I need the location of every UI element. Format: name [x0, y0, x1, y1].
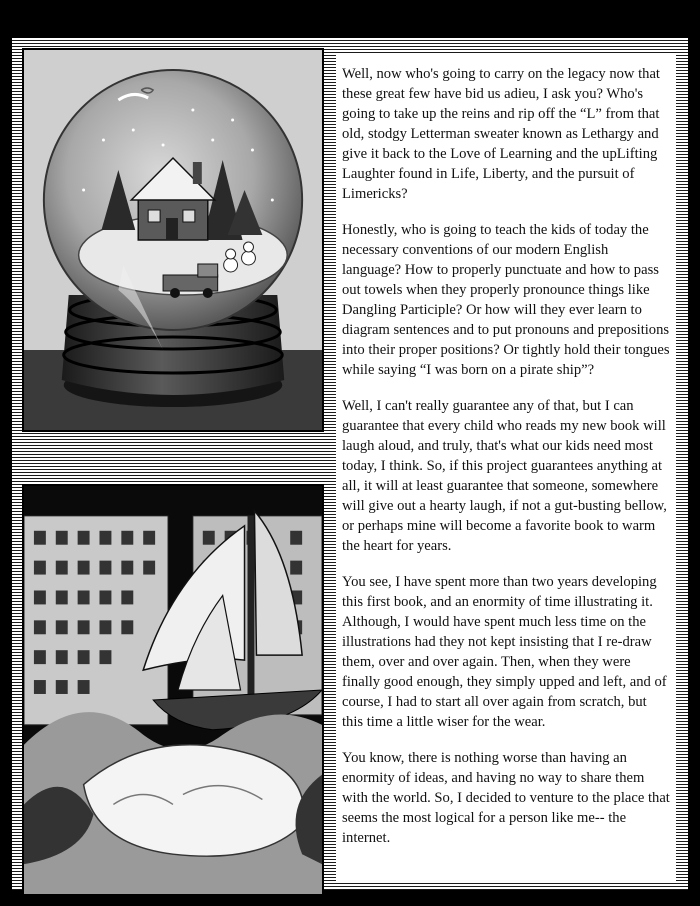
paragraph: You see, I have spent more than two years developing this first book, and an enormity of time illustrating it. Although, I would have spent much less time on the illustrations had they not kept insisting that I re-draw them, over and over again. Then, when they were finally good enough, they simply upped and left, and of course, I had to start all over again from scratch, but this time a little wiser for the wear. — [342, 574, 667, 730]
snow-globe-drawing — [24, 50, 322, 430]
paragraph: Honestly, who is going to teach the kids of today the necessary conventions of our modern English language? How to properly punctuate and how to pass out towels when they properly pronounce things like Dangling Participle? Or how will they ever learn to diagram sentences and to put pronouns and prepositions into their proper positions? Or tightly hold their tongues while saying “I was born on a pirate ship”? — [342, 222, 670, 378]
snow-globe-illustration — [22, 48, 324, 432]
sailing-ship-illustration — [22, 484, 324, 896]
sailing-ship-drawing — [24, 486, 322, 894]
paragraph: You know, there is nothing worse than having an enormity of ideas, and having no way to share them with the world. So, I decided to venture to the place that seems the most logical for a person like me-- the internet. — [342, 750, 670, 846]
paragraph: Well, now who's going to carry on the legacy now that these great few have bid us adieu, I ask you? Who's going to take up the reins and rip off the “L” from that old, stodgy Letterman sweater known as Lethargy and give it back to the Love of Learning and the upLifting Laughter found in Life, Liberty, and the pursuit of Limericks? — [342, 66, 660, 202]
article-text — [336, 54, 676, 882]
paragraph: Well, I can't really guarantee any of that, but I can guarantee that every child who reads my new book will laugh aloud, and truly, that's what our kids need most today, I think. So, if this project guarantees anything at all, it will at least guarantee that someone, somewhere will give out a hearty laugh, if not a gut-busting bellow, or perhaps mine will become a favorite book to warm the heart for years. — [342, 398, 667, 554]
page — [12, 38, 688, 890]
